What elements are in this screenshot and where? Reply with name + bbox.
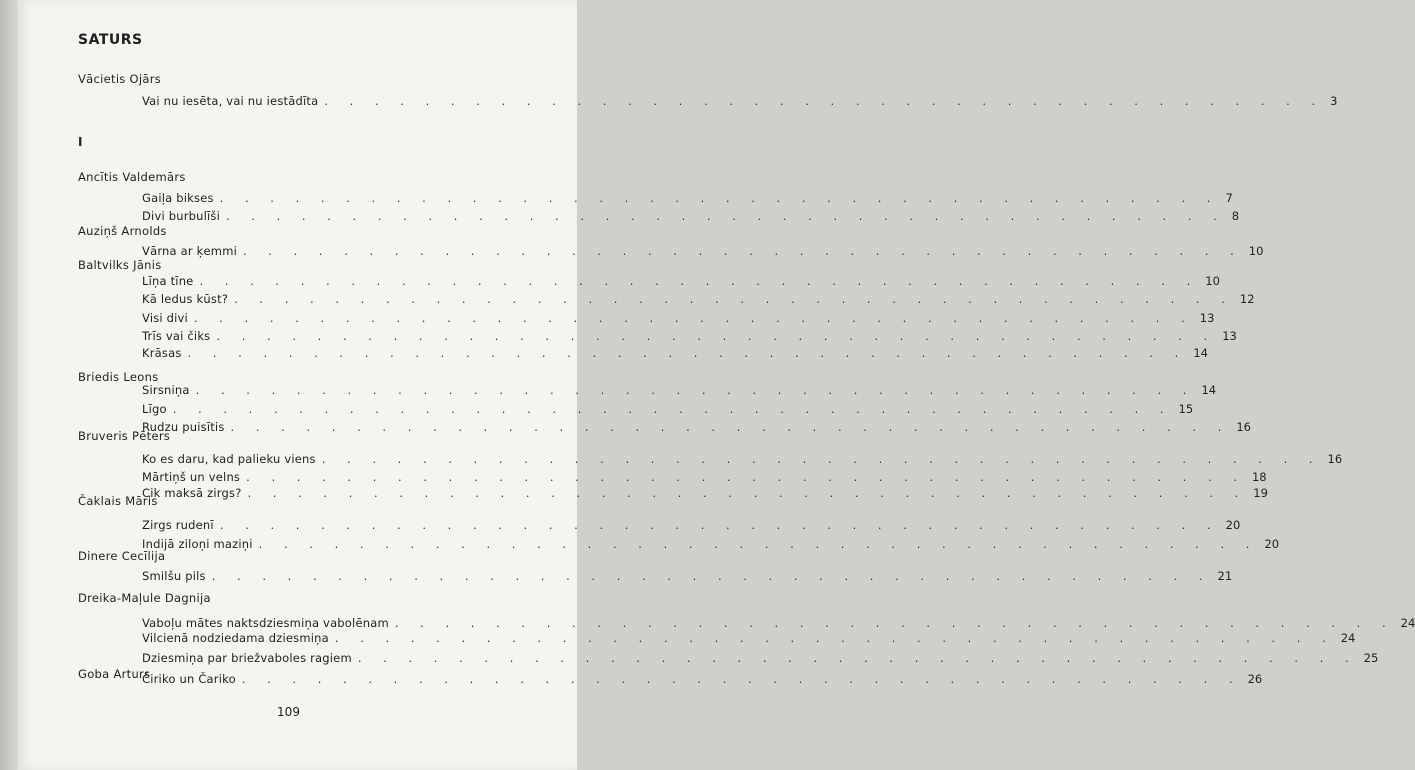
work-page: 13 — [1199, 311, 1215, 325]
work-title: Līņa tīne — [142, 274, 194, 288]
work-title: Smilšu pils — [142, 569, 206, 583]
leader-dots: . . . . . . . . . . . . . . . . . . . . . . . . . . . . . . . . . . . . . . . . — [334, 631, 1335, 645]
work-page: 16 — [1236, 420, 1251, 434]
work-title: Zirgs rudenī — [142, 518, 214, 532]
work-page: 13 — [1222, 329, 1237, 343]
work-title: Vaboļu mātes naktsdziesmiņa vabolēnam — [142, 616, 389, 630]
work-title: Indijā ziloņi maziņi — [142, 537, 253, 551]
leader-dots: . . . . . . . . . . . . . . . . . . . . . . . . . . . . . . . . . . . . . . . . — [226, 209, 1226, 223]
work-page: 15 — [1178, 402, 1194, 416]
leader-dots: . . . . . . . . . . . . . . . . . . . . . . . . . . . . . . . . . . . . . . . . — [357, 651, 1358, 665]
work-page: 24 — [1340, 631, 1356, 645]
page-title: SATURS — [78, 32, 143, 48]
work-page: 14 — [1201, 383, 1217, 397]
leader-dots: . . . . . . . . . . . . . . . . . . . . . . . . . . . . . . . . . . . . . . . . — [324, 94, 1325, 108]
contents-entry — [142, 452, 1343, 466]
contents-entry — [142, 274, 1220, 288]
book-gutter — [0, 0, 18, 770]
work-page: 26 — [1247, 672, 1263, 686]
work-page: 8 — [1231, 209, 1240, 223]
author-name: Dinere Cecīlija — [78, 549, 166, 563]
section-numeral: I — [78, 135, 83, 149]
contents-entry — [142, 569, 1233, 583]
author-name: Briedis Leons — [78, 370, 159, 384]
leader-dots: . . . . . . . . . . . . . . . . . . . . . . . . . . . . . . . . . . . . . . . . — [195, 383, 1196, 397]
author-name: Ancītis Valdemārs — [78, 170, 186, 184]
leader-dots: . . . . . . . . . . . . . . . . . . . . . . . . . . . . . . . . . . . . . . . . — [241, 672, 1242, 686]
leader-dots: . . . . . . . . . . . . . . . . . . . . . . . . . . . . . . . . . . . . . . . . — [172, 402, 1173, 416]
contents-entry — [142, 616, 1415, 630]
work-title: Kā ledus kūst? — [142, 292, 229, 306]
intro-author: Vācietis Ojārs — [78, 72, 162, 86]
page-number: 109 — [277, 705, 300, 719]
work-page: 20 — [1264, 537, 1280, 551]
work-page: 12 — [1239, 292, 1255, 306]
contents-entry — [142, 651, 1379, 665]
author-name: Čaklais Māris — [78, 494, 158, 508]
work-title: Divi burbulīši — [142, 209, 220, 223]
work-title: Mārtiņš un velns — [142, 470, 241, 484]
leader-dots: . . . . . . . . . . . . . . . . . . . . . . . . . . . . . . . . . . . . . . . . — [234, 292, 1234, 306]
contents-entry — [142, 470, 1267, 484]
contents-entry — [142, 631, 1356, 645]
work-title: Rudzu puisītis — [142, 420, 225, 434]
contents-entry — [142, 329, 1237, 343]
work-title: Čiriko un Čariko — [142, 672, 236, 686]
contents-entry — [142, 420, 1251, 434]
work-title: Gaiļa bikses — [142, 191, 214, 205]
work-page: 3 — [1330, 94, 1338, 108]
contents-entry — [142, 402, 1194, 416]
contents-entry — [142, 537, 1280, 551]
work-page: 21 — [1217, 569, 1233, 583]
work-title: Vārna ar ķemmi — [142, 244, 237, 258]
work-page: 25 — [1363, 651, 1379, 665]
work-title: Līgo — [142, 402, 167, 416]
leader-dots: . . . . . . . . . . . . . . . . . . . . . . . . . . . . . . . . . . . . . . . . — [199, 274, 1200, 288]
work-title: Cik maksā zirgs? — [142, 486, 242, 500]
work-title: Ko es daru, kad palieku viens — [142, 452, 316, 466]
leader-dots: . . . . . . . . . . . . . . . . . . . . . . . . . . . . . . . . . . . . . . . . — [247, 486, 1248, 500]
work-page: 19 — [1253, 486, 1268, 500]
contents-entry — [142, 383, 1217, 397]
contents-entry — [142, 311, 1215, 325]
work-title: Visi divi — [142, 311, 188, 325]
contents-entry — [142, 486, 1268, 500]
contents-entry — [142, 244, 1264, 258]
contents-entry — [142, 292, 1255, 306]
work-title: Dziesmiņa par briežvaboles ragiem — [142, 651, 352, 665]
work-page: 14 — [1193, 346, 1208, 360]
author-name: Dreika-Maļule Dagnija — [78, 591, 211, 605]
work-page: 10 — [1248, 244, 1264, 258]
leader-dots: . . . . . . . . . . . . . . . . . . . . . . . . . . . . . . . . . . . . . . . . — [219, 191, 1220, 205]
contents-entry — [142, 346, 1208, 360]
contents-entry — [142, 672, 1263, 686]
work-title: Vilcienā nodziedama dziesmiņa — [142, 631, 329, 645]
work-title: Sirsniņa — [142, 383, 190, 397]
leader-dots: . . . . . . . . . . . . . . . . . . . . . . . . . . . . . . . . . . . . . . . . — [187, 346, 1188, 360]
leader-dots: . . . . . . . . . . . . . . . . . . . . . . . . . . . . . . . . . . . . . . . . — [246, 470, 1246, 484]
work-title: Trīs vai čiks — [142, 329, 211, 343]
work-page: 10 — [1205, 274, 1220, 288]
contents-entry — [142, 191, 1233, 205]
work-page: 18 — [1251, 470, 1267, 484]
leader-dots: . . . . . . . . . . . . . . . . . . . . . . . . . . . . . . . . . . . . . . . . — [394, 616, 1395, 630]
author-name: Bruveris Pēters — [78, 429, 171, 443]
work-page: 7 — [1225, 191, 1233, 205]
work-page: 20 — [1225, 518, 1241, 532]
leader-dots: . . . . . . . . . . . . . . . . . . . . . . . . . . . . . . . . . . . . . . . . — [216, 329, 1217, 343]
author-name: Baltvilks Jānis — [78, 258, 162, 272]
contents-entry — [142, 209, 1240, 223]
leader-dots: . . . . . . . . . . . . . . . . . . . . . . . . . . . . . . . . . . . . . . . . — [193, 311, 1194, 325]
author-name: Goba Arturs — [78, 667, 151, 681]
leader-dots: . . . . . . . . . . . . . . . . . . . . . . . . . . . . . . . . . . . . . . . . — [321, 452, 1322, 466]
leader-dots: . . . . . . . . . . . . . . . . . . . . . . . . . . . . . . . . . . . . . . . . — [258, 537, 1259, 551]
leader-dots: . . . . . . . . . . . . . . . . . . . . . . . . . . . . . . . . . . . . . . . . — [219, 518, 1220, 532]
contents-entry — [142, 518, 1241, 532]
leader-dots: . . . . . . . . . . . . . . . . . . . . . . . . . . . . . . . . . . . . . . . . — [230, 420, 1231, 434]
work-page: 16 — [1327, 452, 1343, 466]
work-page: 24 — [1400, 616, 1415, 630]
intro-work — [142, 94, 1338, 108]
work-title: Vai nu iesēta, vai nu iestādīta — [142, 94, 319, 108]
author-name: Auziņš Arnolds — [78, 224, 167, 238]
work-title: Krāsas — [142, 346, 182, 360]
leader-dots: . . . . . . . . . . . . . . . . . . . . . . . . . . . . . . . . . . . . . . . . — [243, 244, 1243, 258]
leader-dots: . . . . . . . . . . . . . . . . . . . . . . . . . . . . . . . . . . . . . . . . — [211, 569, 1212, 583]
